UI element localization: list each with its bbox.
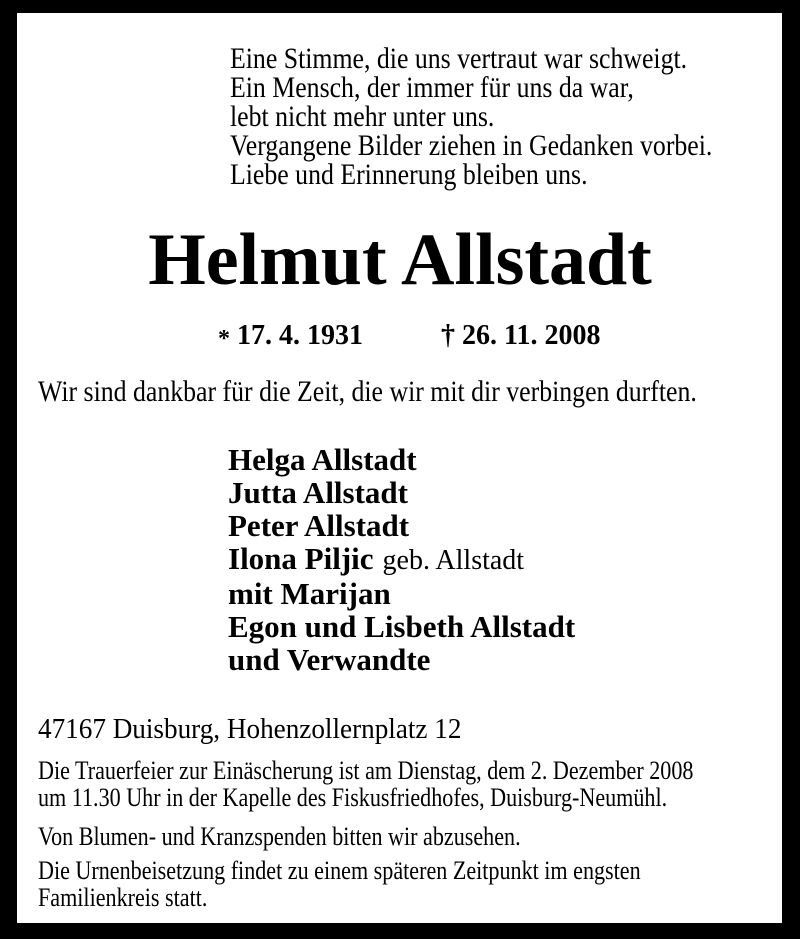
death-date: 26. 11. 2008 xyxy=(462,320,601,351)
poem-line: Liebe und Erinnerung bleiben uns. xyxy=(230,158,588,191)
funeral-info-line: um 11.30 Uhr in der Kapelle des Fiskusfriedhofes, Duisburg-Neumühl. xyxy=(38,783,668,812)
mourner-name: Helga Allstadt xyxy=(228,442,417,477)
poem-line: Vergangene Bilder ziehen in Gedanken vorbei. xyxy=(230,129,713,162)
mourner-name: Peter Allstadt xyxy=(228,508,410,543)
mourner-suffix: geb. Allstadt xyxy=(382,545,525,576)
mourner-name: Jutta Allstadt xyxy=(228,475,408,510)
mourner-line xyxy=(228,476,575,509)
death-cross-icon: † xyxy=(441,320,455,351)
birth-date-group xyxy=(218,319,363,354)
poem-line: Ein Mensch, der immer für uns da war, xyxy=(230,71,634,104)
mourner-name: und Verwandte xyxy=(228,642,431,677)
urn-note-line: Die Urnenbeisetzung findet zu einem späteren Zeitpunkt im engsten xyxy=(38,856,641,885)
address-line: 47167 Duisburg, Hohenzollernplatz 12 xyxy=(38,714,462,745)
death-date-group xyxy=(441,319,600,354)
mourner-line xyxy=(228,509,575,542)
birth-date: 17. 4. 1931 xyxy=(237,320,363,351)
poem-line: Eine Stimme, die uns vertraut war schweigt. xyxy=(230,42,688,75)
mourner-line xyxy=(228,577,575,610)
mourner-name: Egon und Lisbeth Allstadt xyxy=(228,609,576,644)
mourner-line xyxy=(228,542,575,577)
flowers-note: Von Blumen- und Kranzspenden bitten wir abzusehen. xyxy=(38,822,521,851)
mourner-line xyxy=(228,443,575,476)
opening-poem xyxy=(230,44,712,189)
mourners-list xyxy=(228,443,575,676)
mourner-name: mit Marijan xyxy=(228,576,391,611)
birth-star-icon: * xyxy=(218,326,230,352)
poem-line: lebt nicht mehr unter uns. xyxy=(230,100,495,133)
deceased-name: Helmut Allstadt xyxy=(148,219,652,301)
gratitude-line: Wir sind dankbar für die Zeit, die wir mit dir verbingen durften. xyxy=(38,375,697,408)
funeral-info-line: Die Trauerfeier zur Einäscherung ist am Dienstag, dem 2. Dezember 2008 xyxy=(38,756,694,785)
mourner-line xyxy=(228,643,575,676)
mourner-name: Ilona Piljic xyxy=(228,541,374,576)
urn-note xyxy=(38,857,641,911)
urn-note-line: Familienkreis statt. xyxy=(38,883,208,912)
funeral-info xyxy=(38,757,693,811)
life-dates xyxy=(218,319,600,354)
mourner-line xyxy=(228,610,575,643)
